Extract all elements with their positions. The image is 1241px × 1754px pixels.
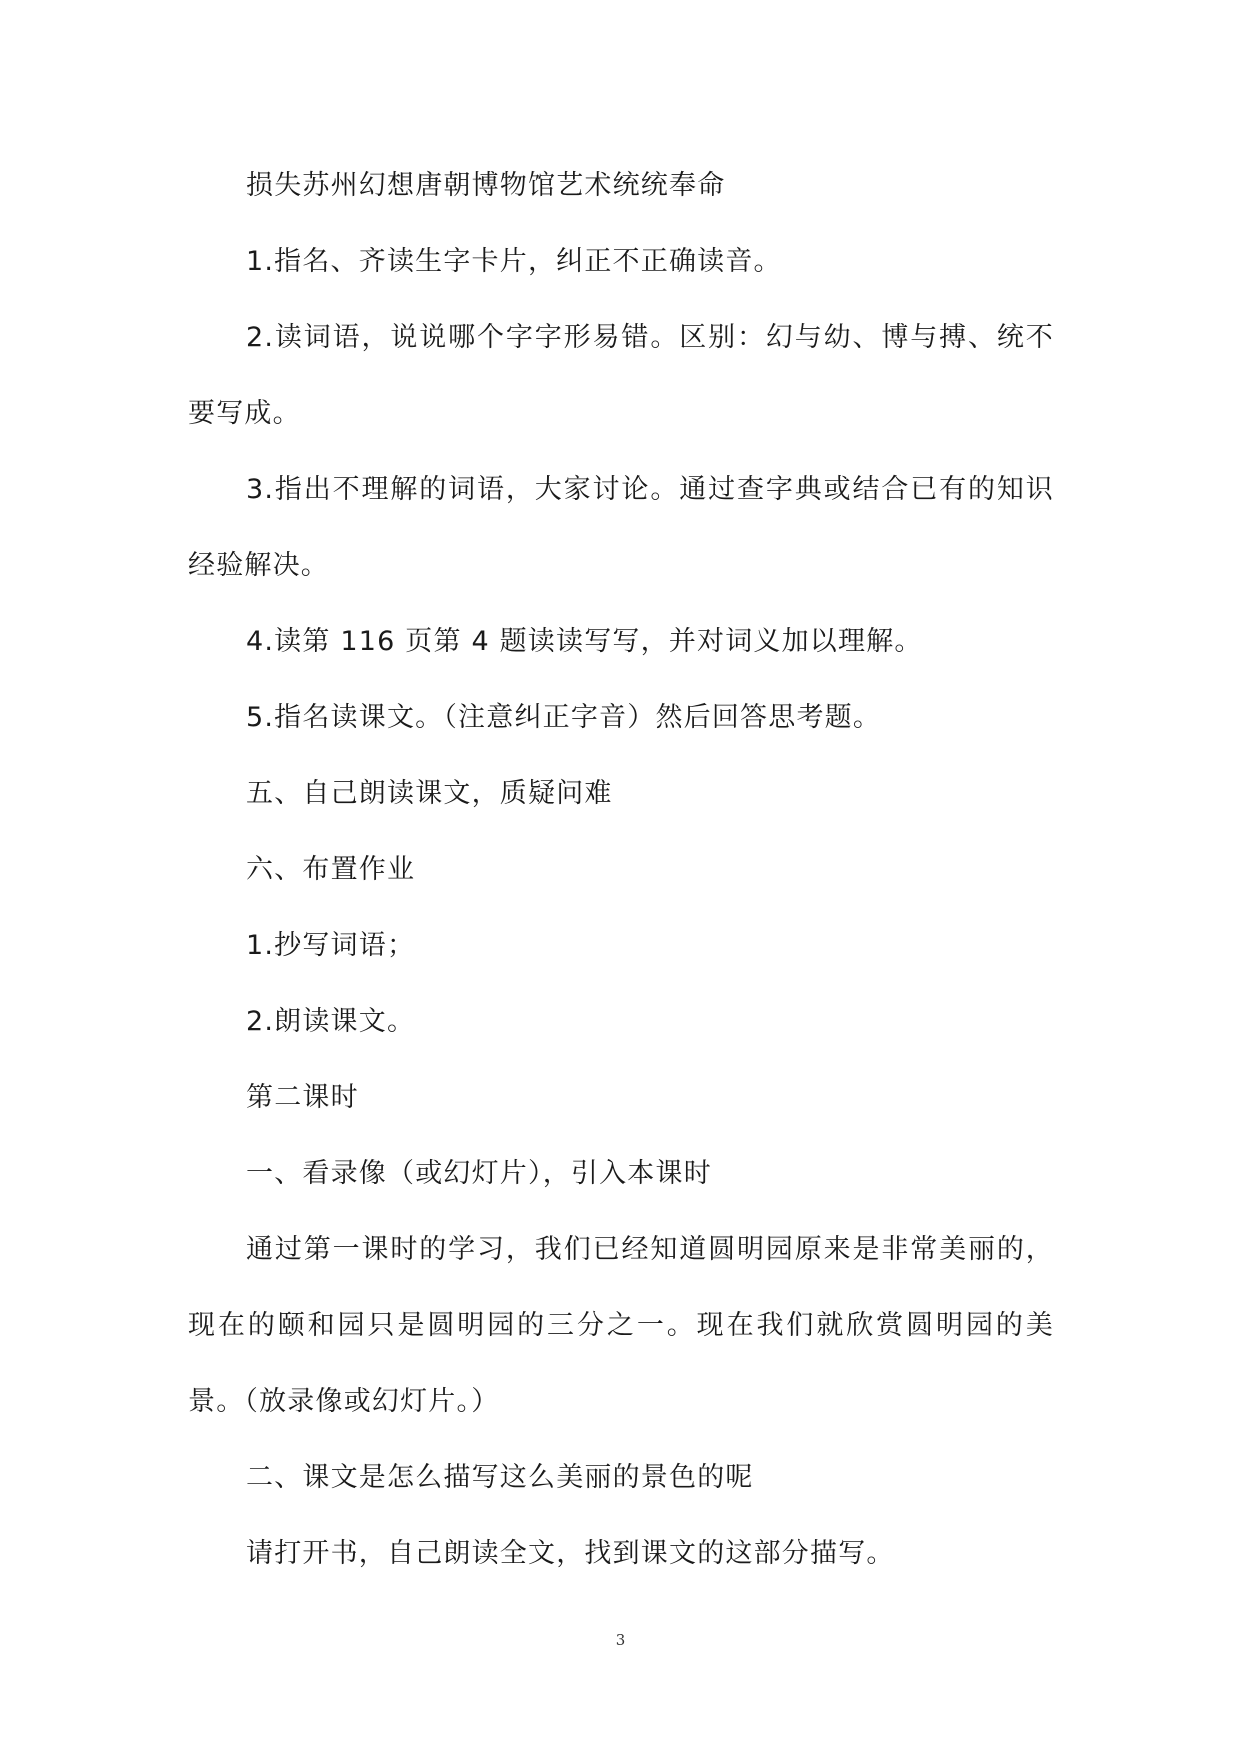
paragraph-introduction: 通过第一课时的学习，我们已经知道圆明园原来是非常美丽的，现在的颐和园只是圆明园的三分之一。现在我们就欣赏圆明园的美景。（放录像或幻灯片。） <box>188 1234 1054 1417</box>
document-body <box>188 148 1054 1592</box>
section-heading-two: 二、课文是怎么描写这么美丽的景色的呢 <box>246 1462 754 1493</box>
paragraph-step-1: 1.指名、齐读生字卡片，纠正不正确读音。 <box>246 246 782 277</box>
paragraph-step-3: 3.指出不理解的词语，大家讨论。通过查字典或结合已有的知识经验解决。 <box>188 474 1054 581</box>
paragraph-step-4: 4.读第 116 页第 4 题读读写写，并对词义加以理解。 <box>246 626 923 657</box>
section-heading-six: 六、布置作业 <box>246 854 416 885</box>
homework-item-2: 2.朗读课文。 <box>246 1006 416 1037</box>
paragraph-instruction: 请打开书，自己朗读全文，找到课文的这部分描写。 <box>246 1538 895 1569</box>
section-heading-one: 一、看录像（或幻灯片），引入本课时 <box>246 1158 712 1189</box>
lesson-heading-second-period: 第二课时 <box>246 1082 359 1113</box>
paragraph-step-2: 2.读词语，说说哪个字字形易错。区别：幻与幼、博与搏、统不要写成。 <box>188 322 1054 429</box>
homework-item-1: 1.抄写词语； <box>246 930 416 961</box>
page-number: 3 <box>615 1631 626 1649</box>
paragraph-step-5: 5.指名读课文。（注意纠正字音）然后回答思考题。 <box>246 702 882 733</box>
section-heading-five: 五、自己朗读课文，质疑问难 <box>246 778 613 809</box>
paragraph-vocabulary-list: 损失苏州幻想唐朝博物馆艺术统统奉命 <box>246 170 726 201</box>
